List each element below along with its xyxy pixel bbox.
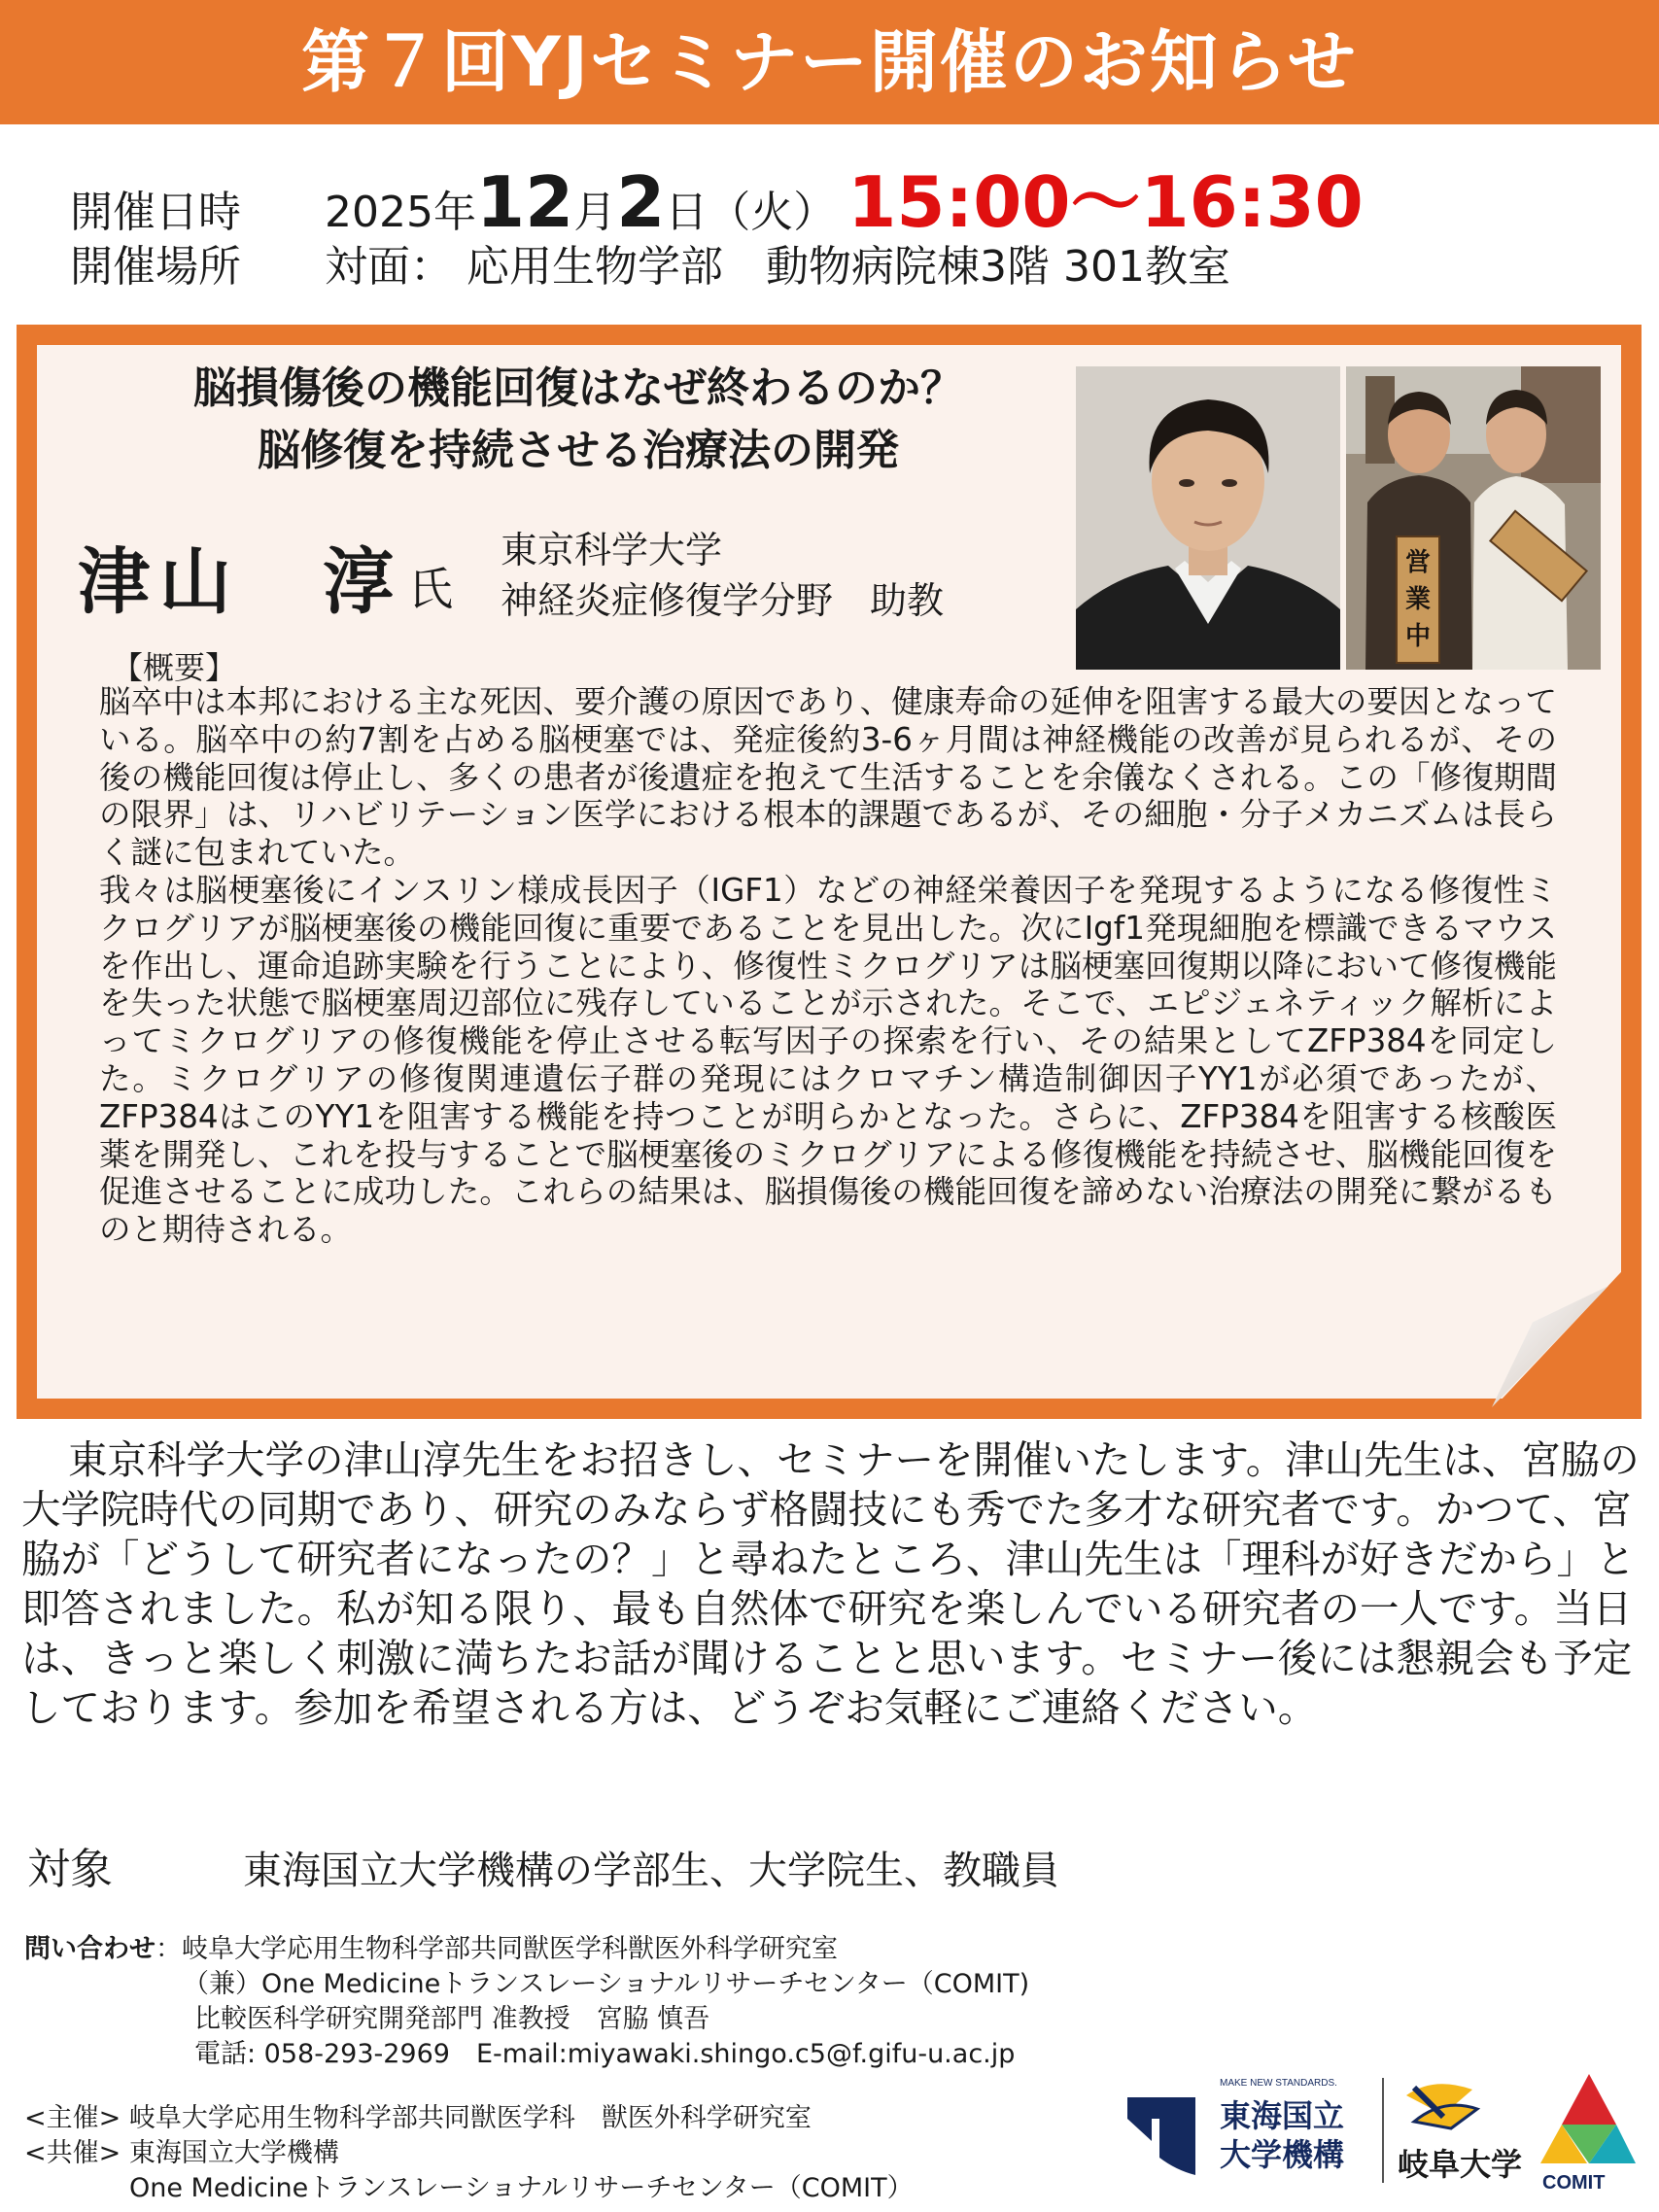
intro-text: 東京科学大学の津山淳先生をお招きし、セミナーを開催いたします。津山先生は、宮脇の大学院時代の同期であり、研究のみならず格闘技にも秀でた多才な研究者です。かつて、宮脇が「どうして研究者になったの？」と尋ねたところ、津山先生は「理科が好きだから」と即答されました。私が知る限り、最も自然体で研究を楽しんでいる研究者の一人です。当日は、きっと楽しく刺激に満ちたお話が聞けることと思います。セミナー後には懇親会も予定しております。参加を希望される方は、どうぞお気軽にご連絡ください。 — [21, 1436, 1640, 1731]
sign-char-2: 業 — [1404, 585, 1432, 614]
talk-title-line1: 脳損傷後の機能回復はなぜ終わるのか？ — [193, 363, 963, 413]
event-venue-row — [70, 231, 1230, 294]
date-label: 開催日時 — [70, 188, 241, 237]
date-month: 12 — [475, 161, 574, 243]
thers-logo-mark — [1127, 2097, 1195, 2175]
contact-line4[interactable]: 電話: 058-293-2969 E-mail:miyawaki.shingo.c5@f.gifu-u.ac.jp — [194, 2039, 1016, 2069]
date-year: 2025年 — [325, 188, 476, 237]
target-value: 東海国立大学機構の学部生、大学院生、教職員 — [243, 1849, 1059, 1893]
talk-summary — [99, 683, 1557, 1249]
thers-name-line2: 大学機構 — [1220, 2136, 1345, 2173]
contact-separator: ： — [156, 1934, 182, 1964]
logos-area — [1123, 2068, 1638, 2195]
event-time: 15:00～16:30 — [847, 161, 1364, 243]
speaker-suffix: 氏 — [408, 563, 453, 615]
affiliation-line2: 神経炎症修復学分野 助教 — [501, 579, 945, 622]
organizers-block — [24, 2101, 914, 2206]
summary-paragraph-2: 我々は脳梗塞後にインスリン様成長因子（IGF1）などの神経栄養因子を発現するようになる修復性ミクログリアが脳梗塞後の機能回復に重要であることを見出した。次にIgf1発現細胞を標識できるマウスを作出し、運命追跡実験を行うことにより、修復性ミクログリアは脳梗塞回復期以降において修復機能を失った状態で脳梗塞周辺部位に残存していることが示された。そこで、エピジェネティック解析によってミクログリアの修復機能を停止させる転写因子の探索を行い、その結果としてZFP384を同定した。ミクログリアの修復関連遺伝子群の発現にはクロマチン構造制御因子YY1が必須であったが、ZFP384はこのYY1を阻害する機能を持つことが明らかとなった。さらに、ZFP384を阻害する核酸医薬を開発し、これを投与することで脳梗塞後のミクログリアによる修復機能を持続させ、脳機能回復を促進させることに成功した。これらの結果は、脳損傷後の機能回復を諦めない治療法の開発に繋がるものと期待される。 — [99, 871, 1557, 1249]
contact-line1: 岐阜大学応用生物科学部共同獣医学科獣医外科学研究室 — [182, 1934, 838, 1964]
speaker-affiliation — [501, 525, 944, 626]
summary-label: 【概要】 — [112, 649, 237, 686]
comit-name: COMIT — [1542, 2172, 1606, 2194]
cohost-line: <共催> 東海国立大学機構 — [24, 2138, 339, 2168]
date-weekday: （火） — [708, 188, 837, 237]
venue-value: 対面： 応用生物学部 動物病院棟3階 301教室 — [325, 242, 1230, 292]
date-month-unit: 月 — [573, 188, 617, 237]
talk-title — [68, 358, 1089, 482]
venue-label: 開催場所 — [70, 242, 241, 292]
talk-title-line2: 脳修復を持続させる治療法の開発 — [258, 426, 899, 475]
intro-paragraph — [21, 1435, 1644, 1733]
affiliation-line1: 東京科学大学 — [501, 529, 723, 571]
target-label: 対象 — [27, 1845, 113, 1894]
sponsor-logos — [1123, 2068, 1638, 2195]
event-date-row — [70, 146, 1364, 243]
date-day-unit: 日 — [665, 188, 709, 237]
date-day: 2 — [616, 161, 666, 243]
speaker-group-photo — [1346, 366, 1601, 670]
speaker-portrait-photo — [1076, 366, 1340, 670]
contact-label: 問い合わせ — [24, 1934, 156, 1964]
comit-triangle-icon — [1540, 2074, 1636, 2163]
cohost-line2: One Medicineトランスレーショナルリサーチセンター（COMIT） — [129, 2173, 914, 2203]
gifu-emblem-icon — [1406, 2084, 1477, 2128]
sign-char-3: 中 — [1404, 622, 1432, 651]
speaker-name: 津山 淳 — [78, 540, 404, 624]
thers-tagline: MAKE NEW STANDARDS. — [1220, 2078, 1337, 2089]
page-title: 第７回YJセミナー開催のお知らせ — [0, 0, 1659, 124]
summary-paragraph-1: 脳卒中は本邦における主な死因、要介護の原因であり、健康寿命の延伸を阻害する最大の要因となっている。脳卒中の約7割を占める脳梗塞では、発症後約3-6ヶ月間は神経機能の改善が見られるが、その後の機能回復は停止し、多くの患者が後遺症を抱えて生活することを余儀なくされる。この「修復期間の限界」は、リハビリテーション医学における根本的課題であるが、その細胞・分子メカニズムは長らく謎に包まれていた。 — [99, 683, 1557, 872]
contact-line3: 比較医科学研究開発部門 准教授 宮脇 慎吾 — [194, 2004, 710, 2034]
host-line: <主催> 岐阜大学応用生物科学部共同獣医学科 獣医外科学研究室 — [24, 2103, 812, 2133]
thers-name-line1: 東海国立 — [1220, 2097, 1345, 2134]
gifu-name: 岐阜大学 — [1398, 2146, 1523, 2183]
contact-line2: （兼）One Medicineトランスレーショナルリサーチセンター（COMIT) — [183, 1969, 1030, 1999]
sign-char-1: 営 — [1404, 548, 1432, 577]
